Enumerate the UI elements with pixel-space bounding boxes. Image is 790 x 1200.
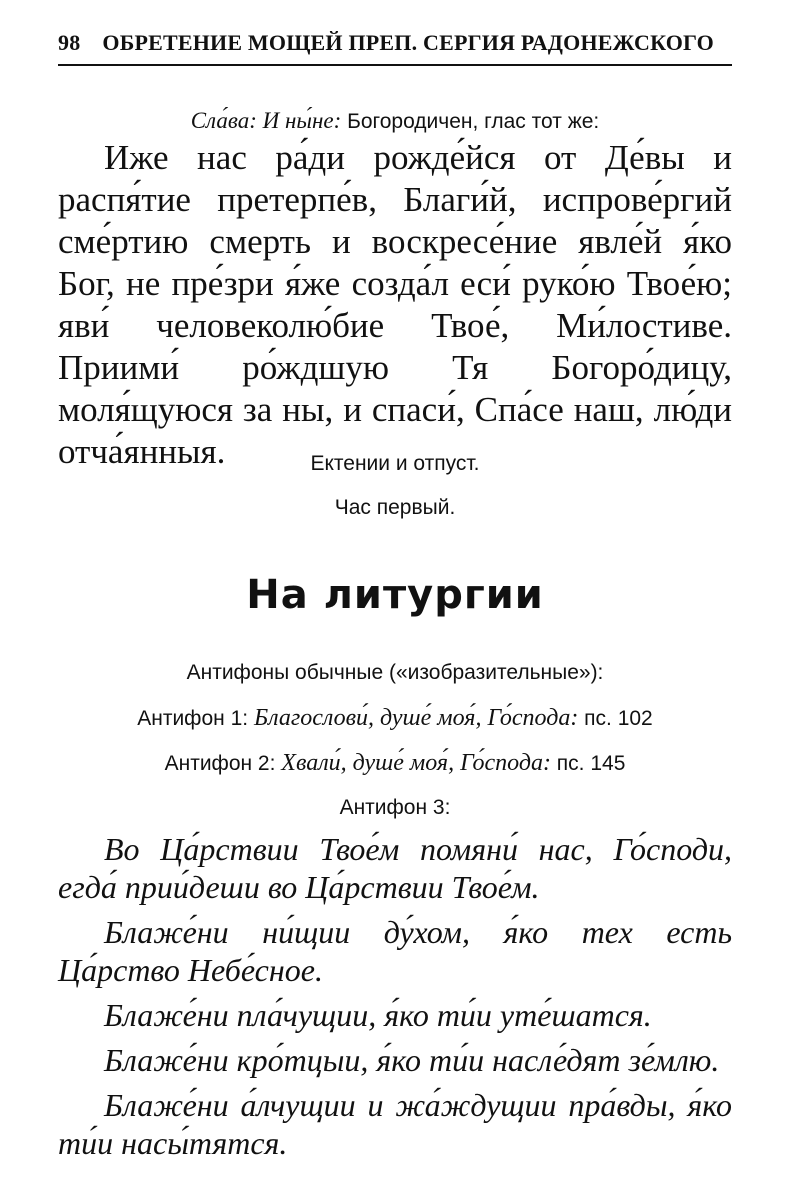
page-number: 98 <box>58 30 81 55</box>
antiphon-3-label: Антифон 3: <box>339 796 451 819</box>
antiphon-2 <box>58 750 732 777</box>
rubric-italic: Сла́ва: И ны́не: <box>190 108 342 133</box>
rubric-glory-now <box>58 108 732 134</box>
antiphon-2-text: Хвали́, душе́ моя́, Го́спода: <box>281 750 551 776</box>
beatitude-verse: Во Ца́рствии Твое́м помяни́ нас, Го́споди, егда́ прии́деши во Ца́рствии Твое́м. <box>58 831 732 905</box>
antiphons-heading: Антифоны обычные («изобразительные»): <box>186 661 604 684</box>
theotokion-text: Иже нас ра́ди рожде́йся от Де́вы и распя́тие претерпе́в, Благи́й, испрове́ргий сме́ртию смерть и воскресе́ние явле́й я́ко Бог, не пре́зри я́же созда́л еси́ руко́ю Твое́ю; яви́ человеколю́бие Твое́, Ми́лостиве. Приими́ ро́ждшую Тя Богоро́дицу, моля́щуюся за ны, и спаси́, Спа́се наш, лю́ди отча́янныя. <box>58 138 732 471</box>
antiphon-1-ref: пс. 102 <box>578 707 653 730</box>
beatitude-verse: Блаже́ни а́лчущии и жа́ждущии пра́вды, я́ко ти́и насы́тятся. <box>58 1087 732 1161</box>
rubric-litanies-dismissal: Ектении и отпуст. <box>310 452 480 475</box>
rubric-plain: Богородичен, глас тот же: <box>341 110 600 133</box>
antiphon-2-ref: пс. 145 <box>550 752 626 775</box>
beatitude-verse: Блаже́ни кро́тцыи, я́ко ти́и насле́дят зе́млю. <box>104 1042 720 1078</box>
antiphon-2-label: Антифон 2: <box>164 752 282 775</box>
rubric-first-hour: Час первый. <box>334 496 456 519</box>
beatitudes-block <box>58 830 732 1169</box>
antiphon-1-label: Антифон 1: <box>137 707 254 730</box>
beatitude-verse: Блаже́ни пла́чущии, я́ко ти́и уте́шатся. <box>104 997 652 1033</box>
antiphon-1 <box>58 705 732 732</box>
antiphon-1-text: Благослови́, душе́ моя́, Го́спода: <box>253 705 579 731</box>
beatitude-verse: Блаже́ни ни́щии ду́хом, я́ко тех есть Ца́рство Небе́сное. <box>58 914 732 988</box>
running-title: ОБРЕТЕНИЕ МОЩЕЙ ПРЕП. СЕРГИЯ РАДОНЕЖСКОГО <box>102 30 714 55</box>
section-title-liturgy: На литургии <box>246 572 544 618</box>
running-header <box>58 30 732 66</box>
